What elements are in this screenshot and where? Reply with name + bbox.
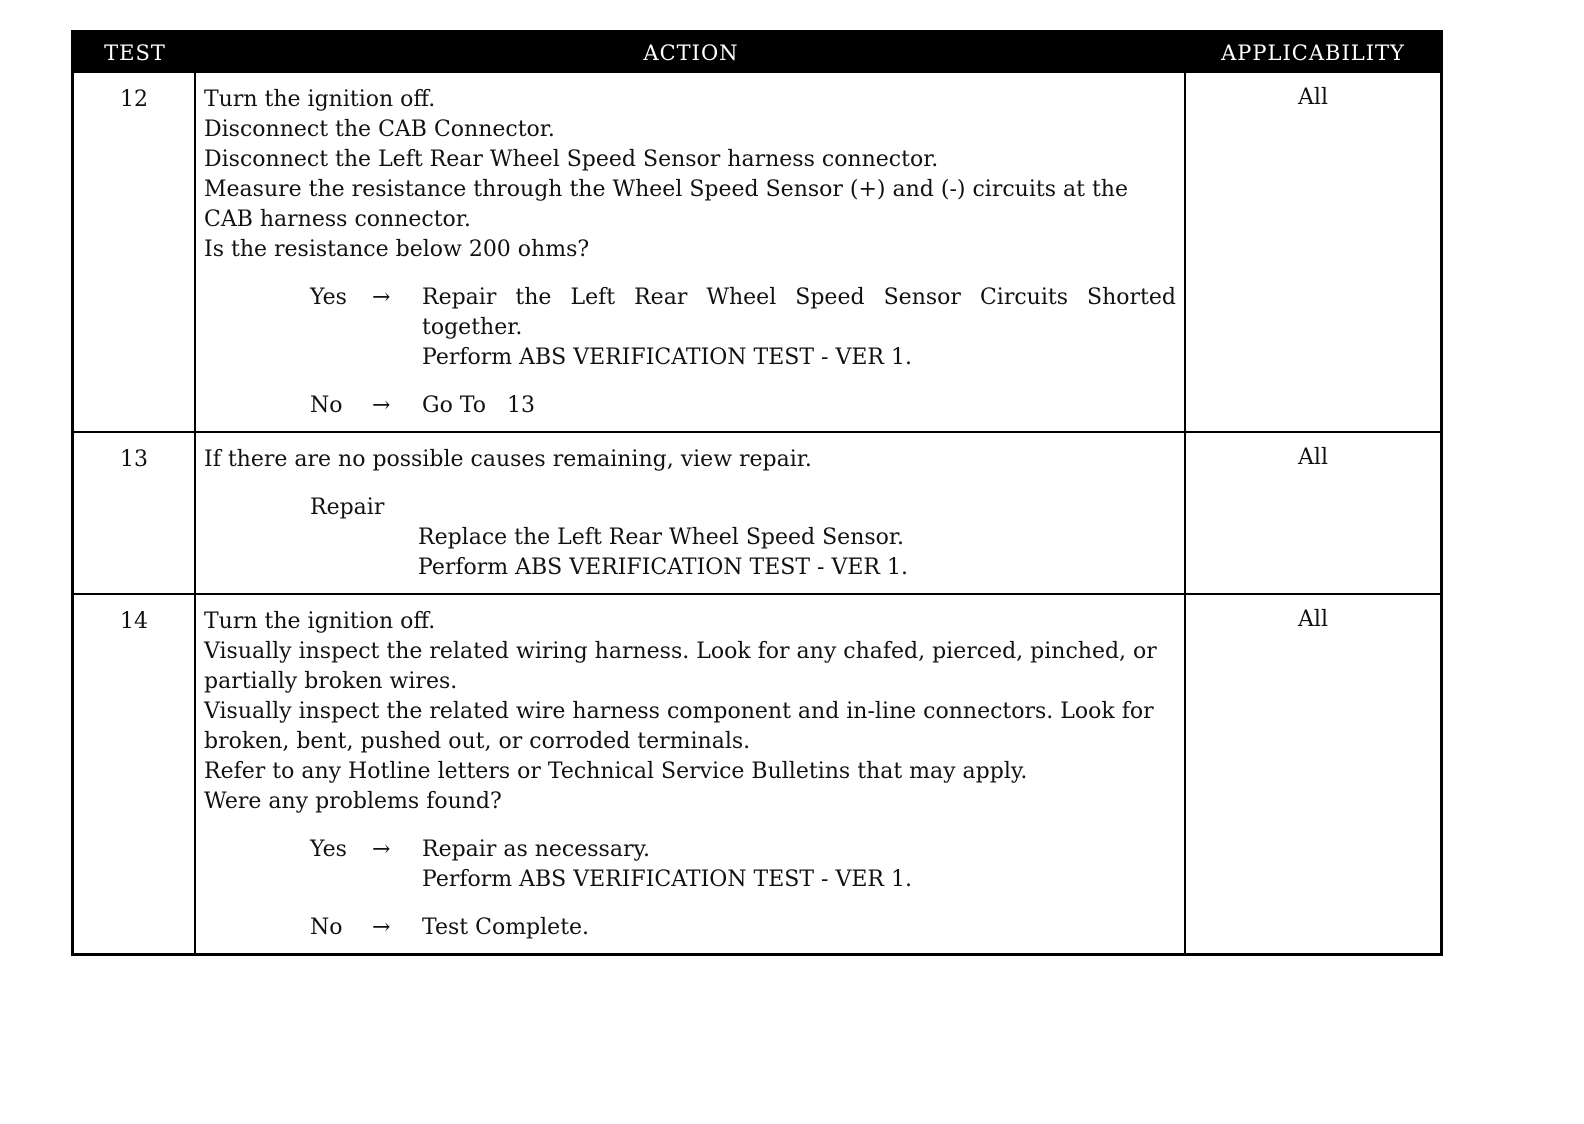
test-number: 14 xyxy=(74,595,196,953)
yes-line: Perform ABS VERIFICATION TEST - VER 1. xyxy=(422,345,912,370)
table-row xyxy=(74,431,1440,593)
action-line: Measure the resistance through the Wheel Speed Sensor (+) and (-) circuits at the xyxy=(204,177,1128,202)
action-cell xyxy=(196,433,1186,593)
right-arrow-icon: → xyxy=(372,285,391,310)
header-action: ACTION xyxy=(643,41,739,65)
repair-block xyxy=(310,493,1176,583)
no-label: No xyxy=(310,915,343,940)
action-line: Turn the ignition off. xyxy=(204,609,436,634)
action-line: Disconnect the CAB Connector. xyxy=(204,117,555,142)
right-arrow-icon: → xyxy=(372,837,391,862)
action-line: broken, bent, pushed out, or corroded terminals. xyxy=(204,729,751,754)
repair-label: Repair xyxy=(310,495,385,520)
yes-line: Repair the Left Rear Wheel Speed Sensor Circuits Shorted xyxy=(422,285,1176,310)
right-arrow-icon: → xyxy=(372,915,391,940)
repair-line: Perform ABS VERIFICATION TEST - VER 1. xyxy=(418,555,908,580)
header-applicability: APPLICABILITY xyxy=(1221,41,1405,65)
applicability-cell: All xyxy=(1298,607,1328,632)
yes-line: Perform ABS VERIFICATION TEST - VER 1. xyxy=(422,867,912,892)
yes-label: Yes xyxy=(310,837,347,862)
yes-line: Repair as necessary. xyxy=(422,837,650,862)
no-branch xyxy=(310,913,1176,943)
table-row xyxy=(74,593,1440,953)
yes-text xyxy=(422,835,1176,895)
action-line: Turn the ignition off. xyxy=(204,87,436,112)
diagnostic-test-table xyxy=(71,30,1443,956)
action-line: partially broken wires. xyxy=(204,669,458,694)
action-line: Refer to any Hotline letters or Technical Service Bulletins that may apply. xyxy=(204,759,1028,784)
table-header xyxy=(74,33,1440,73)
test-number: 13 xyxy=(74,433,196,593)
applicability-cell: All xyxy=(1298,445,1328,470)
yes-branch xyxy=(310,835,1176,895)
action-cell xyxy=(196,595,1186,953)
repair-lines xyxy=(418,523,1176,583)
no-text: Go To 13 xyxy=(422,393,535,418)
repair-line: Replace the Left Rear Wheel Speed Sensor. xyxy=(418,525,904,550)
no-branch xyxy=(310,391,1176,421)
action-cell xyxy=(196,73,1186,431)
applicability-cell: All xyxy=(1298,85,1328,110)
action-line: Is the resistance below 200 ohms? xyxy=(204,237,590,262)
header-test: TEST xyxy=(104,41,166,65)
yes-line: together. xyxy=(422,315,523,340)
action-line: Visually inspect the related wiring harness. Look for any chafed, pierced, pinched, or xyxy=(204,639,1157,664)
action-line: Visually inspect the related wire harness component and in-line connectors. Look for xyxy=(204,699,1154,724)
action-line: Disconnect the Left Rear Wheel Speed Sensor harness connector. xyxy=(204,147,939,172)
action-line: Were any problems found? xyxy=(204,789,502,814)
yes-text xyxy=(422,283,1176,373)
no-text: Test Complete. xyxy=(422,915,590,940)
action-line: CAB harness connector. xyxy=(204,207,471,232)
yes-branch xyxy=(310,283,1176,373)
table-row xyxy=(74,73,1440,431)
action-line: If there are no possible causes remaining, view repair. xyxy=(204,447,812,472)
test-number: 12 xyxy=(74,73,196,431)
no-label: No xyxy=(310,393,343,418)
right-arrow-icon: → xyxy=(372,393,391,418)
yes-label: Yes xyxy=(310,285,347,310)
